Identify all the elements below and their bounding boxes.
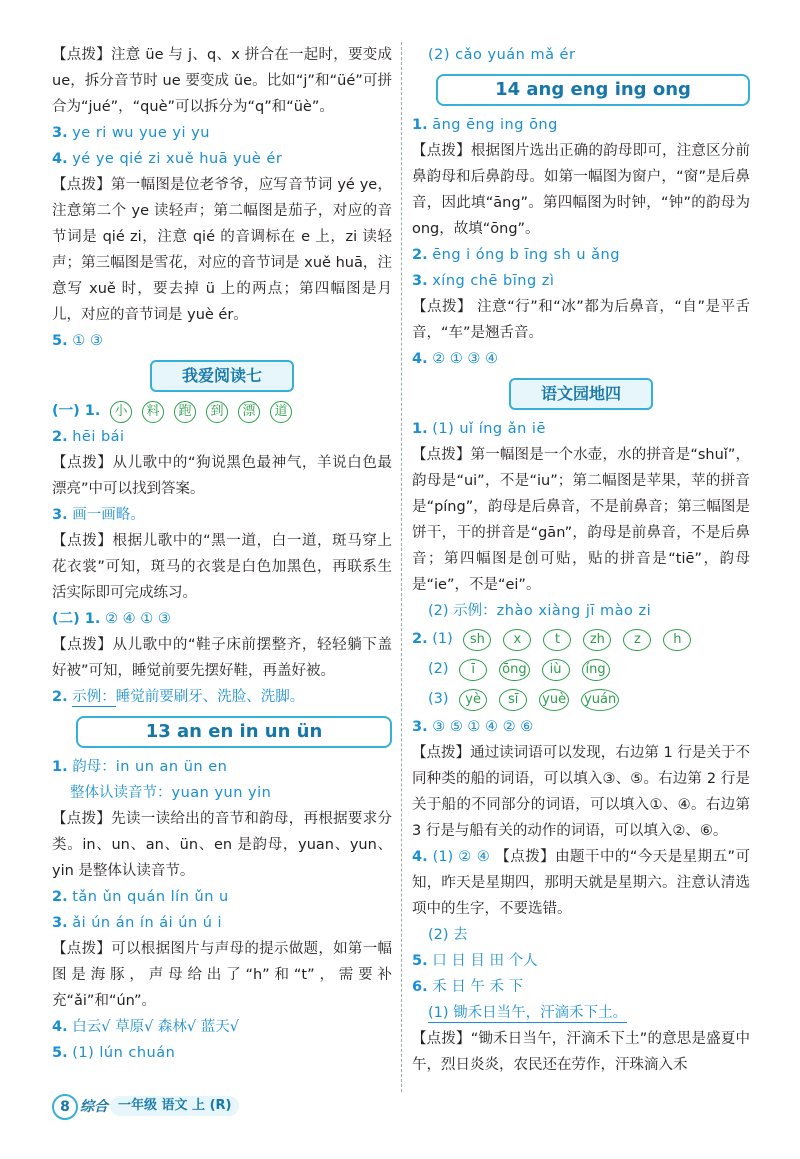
answer-text: (1) lún chuán (72, 1045, 176, 1061)
question-number: 4. (52, 151, 68, 167)
question-number: 3. (52, 125, 68, 141)
tip-paragraph: 【点拨】可以根据图片与声母的提示做题，如第一幅图是海豚，声母给出了“h”和“t”，需要补充“ǎi”和“ún”。 (52, 941, 392, 1009)
section-header-reading-7: 我爱阅读七 (150, 360, 294, 392)
sub-label: (1) (432, 631, 453, 647)
question-number: 1. (412, 421, 428, 437)
circled-pinyin: h (663, 629, 691, 651)
right-column (412, 42, 750, 1078)
answer-text: ② ④ ① ③ (105, 611, 171, 627)
question-number: 4. (412, 849, 428, 865)
column-divider (401, 42, 402, 1092)
circled-pinyin: iù (542, 659, 570, 681)
circled-pinyin: x (503, 629, 531, 651)
garden-answer-3 (412, 714, 750, 740)
question-number: 1. (412, 117, 428, 133)
answer-3 (52, 120, 392, 146)
reading-answer-1 (52, 398, 392, 424)
circled-pinyin: ōng (499, 659, 529, 681)
answer-text: ① ③ (72, 333, 103, 349)
circled-pinyin: zh (583, 629, 611, 651)
circled-char: 漂 (238, 401, 260, 423)
lesson13-answer-4 (52, 1014, 392, 1040)
garden-answer-2-line2 (412, 654, 750, 684)
answer-text: (1) ② ④ (432, 849, 491, 865)
question-number: 3. (412, 273, 428, 289)
example-label: 示例： (72, 689, 116, 705)
answer-text: 口 日 目 田 个人 (432, 953, 538, 969)
answer-text: xíng chē bīng zì (432, 273, 555, 289)
answer-text: ǎi ún án ín ái ún ú i (72, 915, 223, 931)
answer-text: ② ① ③ ④ (432, 351, 499, 367)
question-number: 5. (52, 333, 68, 349)
garden-answer-4b: (2) 去 (428, 927, 468, 943)
circled-pinyin: yuè (539, 689, 569, 711)
answer-text: hēi bái (72, 429, 125, 445)
circled-pinyin: sī (499, 689, 527, 711)
circled-char: 跑 (174, 401, 196, 423)
tip-paragraph: 【点拨】通过读词语可以发现，右边第 1 行是关于不同种类的船的词语，可以填入③、⑤。右边第 2 行是关于船的不同部分的词语，可以填入①、④。右边第 3 行是与船有关的动作的词语，可以填入②、⑥。 (412, 745, 750, 839)
lesson14-answer-3 (412, 268, 750, 294)
answer-text: āng ēng ing ōng (432, 117, 558, 133)
question-number: 4. (52, 1019, 68, 1035)
question-number: 2. (52, 889, 68, 905)
lesson13-answer-5 (52, 1040, 392, 1066)
question-number: 2. (52, 429, 68, 445)
tip-text: 【点拨】由题干中的“今天是星期五”可知，昨天是星期四，那明天就是星期六。注意认清选项中的生字，不要选错。 (412, 849, 750, 917)
circled-pinyin: sh (463, 629, 491, 651)
question-number: 3. (412, 719, 428, 735)
tip-paragraph: 【点拨】 注意“行”和“冰”都为后鼻音，“自”是平舌音，“车”是翘舌音。 (412, 299, 750, 341)
reading-answer-2 (52, 424, 392, 450)
question-number: 4. (412, 351, 428, 367)
answer-5 (52, 328, 392, 354)
answer-text: in un an ün en (115, 759, 228, 775)
lesson14-answer-4 (412, 346, 750, 372)
answer-text: 睡觉前要刷牙、洗脸、洗脚。 (115, 689, 305, 705)
answer-text: yé ye qié zi xuě huā yuè ér (72, 151, 283, 167)
answer-4 (52, 146, 392, 172)
section-header-lesson-14: 14 ang eng ing ong (436, 74, 750, 106)
question-number: (二) 1. (52, 611, 101, 627)
circled-char: 道 (270, 401, 292, 423)
lesson14-answer-2 (412, 242, 750, 268)
answer-text: tǎn ǔn quán lín ǔn u (72, 889, 229, 905)
question-number: 2. (412, 631, 428, 647)
reading-answer-4 (52, 606, 392, 632)
example-label: (2) 示例： (428, 603, 497, 619)
question-number: 5. (52, 1045, 68, 1061)
circled-pinyin: íng (582, 659, 610, 681)
answer-text: (1) 锄禾日当午，汗滴禾下土。 (428, 1005, 628, 1021)
circled-pinyin: z (623, 629, 651, 651)
tip-paragraph: 【点拨】第一幅图是位老爷爷，应写音节词 yé ye，注意第二个 ye 读轻声；第二幅图是茄子，对应的音节词是 qié zi，注意 qié 的音调标在 e 上，zi 读轻声；第三幅图是雪花，对应的音节词是 xuě huā，注意写 xuě 时，要去掉 ü 上的两点；第四幅图是月儿，对应的音节词是 yuè ér。 (52, 177, 392, 323)
tip-paragraph: 【点拨】注意 üe 与 j、q、x 拼合在一起时，要变成 ue，拆分音节时 ue 要变成 üe。比如“j”和“üé”可拼合为“jué”，“què”可以拆分为“q”和“üè”。 (52, 47, 392, 115)
lesson13-answer-1 (52, 754, 392, 780)
answer-text: zhào xiàng jī mào zi (496, 603, 652, 619)
question-number: 3. (52, 915, 68, 931)
sub-label: (3) (428, 691, 449, 707)
circled-pinyin: yè (459, 689, 487, 711)
garden-answer-1b (412, 598, 750, 624)
lesson14-answer-1 (412, 112, 750, 138)
circled-pinyin: t (543, 629, 571, 651)
reading-answer-5 (52, 684, 392, 710)
circled-char: 料 (142, 401, 164, 423)
garden-answer-6-sub (412, 1000, 750, 1026)
lesson13-answer-1b (52, 780, 392, 806)
question-number: 3. (52, 507, 68, 523)
brand-logo: 综合 (80, 1099, 108, 1115)
tip-paragraph: 【点拨】从儿歌中的“狗说黑色最神气，羊说白色最漂亮”中可以找到答案。 (52, 455, 392, 497)
tip-paragraph: 【点拨】根据图片选出正确的韵母即可，注意区分前鼻韵母和后鼻韵母。如第一幅图为窗户，“窗”是后鼻音，因此填“āng”。第四幅图为时钟，“钟”的韵母为 ong，故填“ōng”。 (412, 143, 750, 237)
lesson13-answer-3 (52, 910, 392, 936)
answer-text: 白云√ 草原√ 森林√ 蓝天√ (72, 1019, 240, 1035)
answer-text: ēng i óng b īng sh u ǎng (432, 247, 620, 263)
reading-answer-3 (52, 502, 392, 528)
answer-text: ye ri wu yue yi yu (72, 125, 210, 141)
answer-text: 禾 日 午 禾 下 (432, 979, 524, 995)
circled-char: 到 (206, 401, 228, 423)
section-header-language-garden-4: 语文园地四 (509, 378, 653, 410)
circled-pinyin: ī (459, 659, 487, 681)
question-number: 2. (412, 247, 428, 263)
question-number: 6. (412, 979, 428, 995)
sub-label: (2) (428, 661, 449, 677)
answer-text: (1) uǐ íng ǎn iē (432, 421, 546, 437)
circled-pinyin: yuán (581, 689, 619, 711)
question-number: 5. (412, 953, 428, 969)
page-footer (52, 1094, 272, 1120)
tip-paragraph: 【点拨】第一幅图是一个水壶，水的拼音是“shuǐ”，韵母是“ui”，不是“iu”；第二幅图是苹果，苹的拼音是“píng”，韵母是后鼻音，不是前鼻音；第三幅图是饼干，干的拼音是“gān”，韵母是前鼻音，不是后鼻音；第四幅图是创可贴，贴的拼音是“tiē”，韵母是“ie”，不是“ei”。 (412, 447, 750, 593)
answer-label: 整体认读音节： (70, 785, 172, 801)
question-number: 1. (52, 759, 68, 775)
lesson13-answer-2 (52, 884, 392, 910)
garden-answer-6 (412, 974, 750, 1000)
answer-text: yuan yun yin (171, 785, 272, 801)
answer-text: ③ ⑤ ① ④ ② ⑥ (432, 719, 534, 735)
garden-answer-1 (412, 416, 750, 442)
answer-text: 画一画略。 (72, 507, 145, 523)
garden-answer-4 (412, 844, 750, 922)
tip-paragraph: 【点拨】从儿歌中的“鞋子床前摆整齐，轻轻躺下盖好被”可知，睡觉前要先摆好鞋，再盖好被。 (52, 637, 392, 679)
question-number: 2. (52, 689, 68, 705)
tip-paragraph: 【点拨】“锄禾日当午，汗滴禾下土”的意思是盛夏中午，烈日炎炎，农民还在劳作，汗珠滴入禾 (412, 1031, 750, 1073)
section-header-lesson-13: 13 an en in un ün (76, 716, 392, 748)
garden-answer-2-line1 (412, 624, 750, 654)
tip-paragraph: 【点拨】根据儿歌中的“黑一道，白一道，斑马穿上花衣裳”可知，斑马的衣裳是白色加黑色，再联系生活实际即可完成练习。 (52, 533, 392, 601)
book-title: 一年级 语文 上 (R) (110, 1096, 239, 1116)
page-number: 8 (52, 1094, 78, 1120)
continued-answer: (2) cǎo yuán mǎ ér (428, 47, 576, 63)
tip-paragraph: 【点拨】先读一读给出的音节和韵母，再根据要求分类。in、un、an、ün、en 是韵母，yuan、yun、yin 是整体认读音节。 (52, 811, 392, 879)
answer-label: 韵母： (72, 759, 116, 775)
garden-answer-2-line3 (412, 684, 750, 714)
garden-answer-5 (412, 948, 750, 974)
question-number: (一) 1. (52, 403, 101, 419)
left-column (52, 42, 392, 1066)
circled-char: 小 (110, 401, 132, 423)
